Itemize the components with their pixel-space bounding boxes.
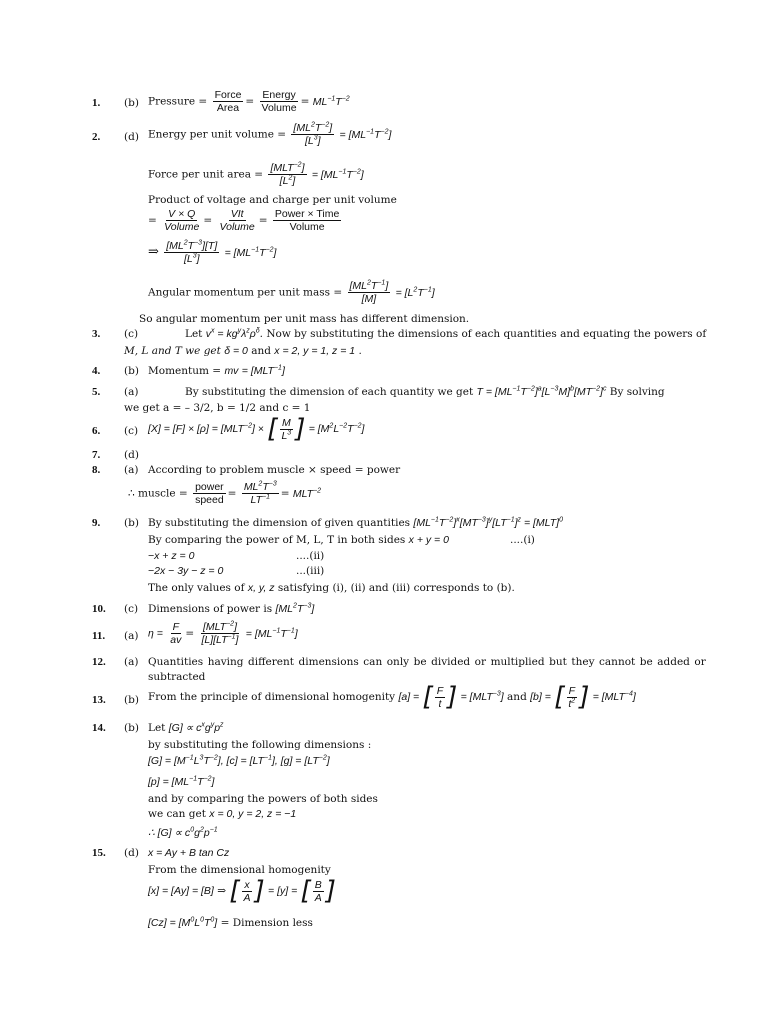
q8-line2: ∴ muscle = $\frac{\text{power}}{\text{speed}}$ = $\frac{ML^2T^{-3}}{LT^{-1}}$ = $MLT^{-2}$ [128,480,322,506]
q9-eq-ii: ....(ii) [296,550,325,562]
q2-implies-eq: ⇒ $\frac{[ML^2T^{-3}][T]}{[L^3]}$ = $[ML^{-1}T^{-2}]$ [148,239,277,265]
q14-line4: we can get x = 0, y = 2, z = −1 [148,808,297,820]
answer-option: (c) [124,328,139,340]
answer-number: 11. [92,630,106,642]
q1-equation: Pressure = $\frac{\text{Force}}{\text{Area}}$ = $\frac{\text{Energy}}{\text{Volume}}$ = $ML^{-1}T^{-2}$ [148,89,350,114]
q2-product-eq: = $\frac{V \times Q}{\text{Volume}}$ = $\frac{\text{VIt}}{\text{Volume}}$ = $\frac{\text{Power × Time}}{\text{Volume}}$ [148,208,340,233]
answer-option: (b) [124,517,139,529]
answer-number: 5. [92,386,101,398]
q14-line3: and by comparing the powers of both sides [148,793,378,805]
q14-result: ∴ $[G] \propto c^0g^2p^{-1}$ [148,826,218,839]
q15-dimless-line: $[Cz] = [M^0L^0T^0]$ = Dimension less [148,916,313,929]
answer-number: 8. [92,464,101,476]
answer-number: 12. [92,656,106,668]
q15-equation: x = Ay + B tan Cz [148,847,230,859]
q10-line: Dimensions of power is $[ML^2T^{-3}]$ [148,602,315,615]
q2-product-label: Product of voltage and charge per unit volume [148,194,397,206]
q5-line2: we get a = – 3/2, b = 1/2 and c = 1 [124,402,311,414]
q9-line2: By comparing the power of M, L, T in both sides x + y = 0 [148,534,449,546]
answer-option: (b) [124,722,139,734]
answer-number: 2. [92,131,101,143]
q2-conclusion: So angular momentum per unit mass has different dimension. [139,313,470,325]
answer-option: (b) [124,694,139,706]
answer-option: (b) [124,365,139,377]
answer-number: 14. [92,722,106,734]
answer-option: (d) [124,131,139,143]
q9-eq2: −x + z = 0 [148,550,195,562]
q6-equation: $[X] = [F] \times [\rho] = [MLT^{-2}]$ × [ $\frac{M}{L^3}$ ] = $[M^2L^{-2}T^{-2}]$ [148,414,365,444]
q1-label: Pressure = [148,95,208,108]
q13-line: From the principle of dimensional homogenity [a] = [ $\frac{F}{t}$ ] = $[MLT^{-3}]$ and [b] = [ $\frac{F}{t^2}$ ] = $[MLT^{-4}]$ [148,682,636,712]
answer-number: 6. [92,425,101,437]
q9-line3: The only values of x, y, z satisfying (i), (ii) and (iii) corresponds to (b). [148,582,515,594]
answer-option: (b) [124,97,139,109]
q2-angular-line: Angular momentum per unit mass = $\frac{[ML^2T^{-1}]}{[M]}$ = $[L^2T^{-1}]$ [148,279,435,305]
q12-line2: subtracted [148,671,206,683]
answer-option: (a) [124,464,139,476]
answer-number: 3. [92,328,101,340]
q8-line1: According to problem muscle × speed = power [148,464,401,476]
answer-number: 10. [92,603,106,615]
q2-force-line: Force per unit area = $\frac{[MLT^{-2}]}{[L^2]}$ = $[ML^{-1}T^{-2}]$ [148,161,364,187]
answer-number: 13. [92,694,106,706]
answer-option: (d) [124,449,139,461]
answer-option: (a) [124,630,139,642]
q14-line1: Let $[G] \propto c^xg^yp^z$ [148,721,224,734]
answer-number: 15. [92,847,106,859]
q9-eq-iii: ...(iii) [296,565,325,577]
q4-line: Momentum = mv = $[MLT^{-1}]$ [148,364,285,377]
q2-energy-line: Energy per unit volume = $\frac{[ML^2T^{-2}]}{[L^3]}$ = $[ML^{-1}T^{-2}]$ [148,121,392,147]
q14-dims1: $[G] = [M^{-1}L^3T^{-2}]$, $[c] = [LT^{-1}]$, $[g] = [LT^{-2}]$ [148,754,330,767]
answer-option: (a) [124,656,139,668]
q14-line2: by substituting the following dimensions : [148,739,372,751]
q15-homogenity-eq: [x] = [Ay] = [B] ⇒ [ $\frac{x}{A}$ ] = [y] = [ $\frac{B}{A}$ ] [148,876,336,906]
answer-option: (c) [124,425,139,437]
q11-equation: η = $\frac{F}{av}$ = $\frac{[MLT^{-2}]}{[L][LT^{-1}]}$ = $[ML^{-1}T^{-1}]$ [148,620,298,646]
answer-number: 4. [92,365,101,377]
answer-number: 9. [92,517,101,529]
q3-line1: Let $v^x = kg^y\lambda^z\rho^\delta$. Now by substituting the dimensions of each quantities and equating the powers of [185,327,707,340]
q3-line2: M, L and T we get δ = 0 and x = 2, y = 1, z = 1 . [124,345,362,357]
q9-eq-i: ....(i) [510,534,535,546]
answer-number: 1. [92,97,101,109]
q15-line1: From the dimensional homogenity [148,864,331,876]
answer-option: (a) [124,386,139,398]
answer-option: (c) [124,603,139,615]
q14-dims2: $[p] = [ML^{-1}T^{-2}]$ [148,775,215,788]
answer-option: (d) [124,847,139,859]
q12-line1: Quantities having different dimensions can only be divided or multiplied but they cannot be added or [148,656,706,668]
q9-line1: By substituting the dimension of given quantities $[ML^{-1}T^{-2}]^x[MT^{-3}]^y[LT^{-1}]^z = [MLT]^0$ [148,516,563,529]
q5-line1: By substituting the dimension of each quantity we get $T = [ML^{-1}T^{-2}]^a[L^{-3}M]^b[MT^{-2}]^c$ By solving [185,385,665,398]
q9-eq3: −2x − 3y − z = 0 [148,565,224,577]
answer-number: 7. [92,449,101,461]
